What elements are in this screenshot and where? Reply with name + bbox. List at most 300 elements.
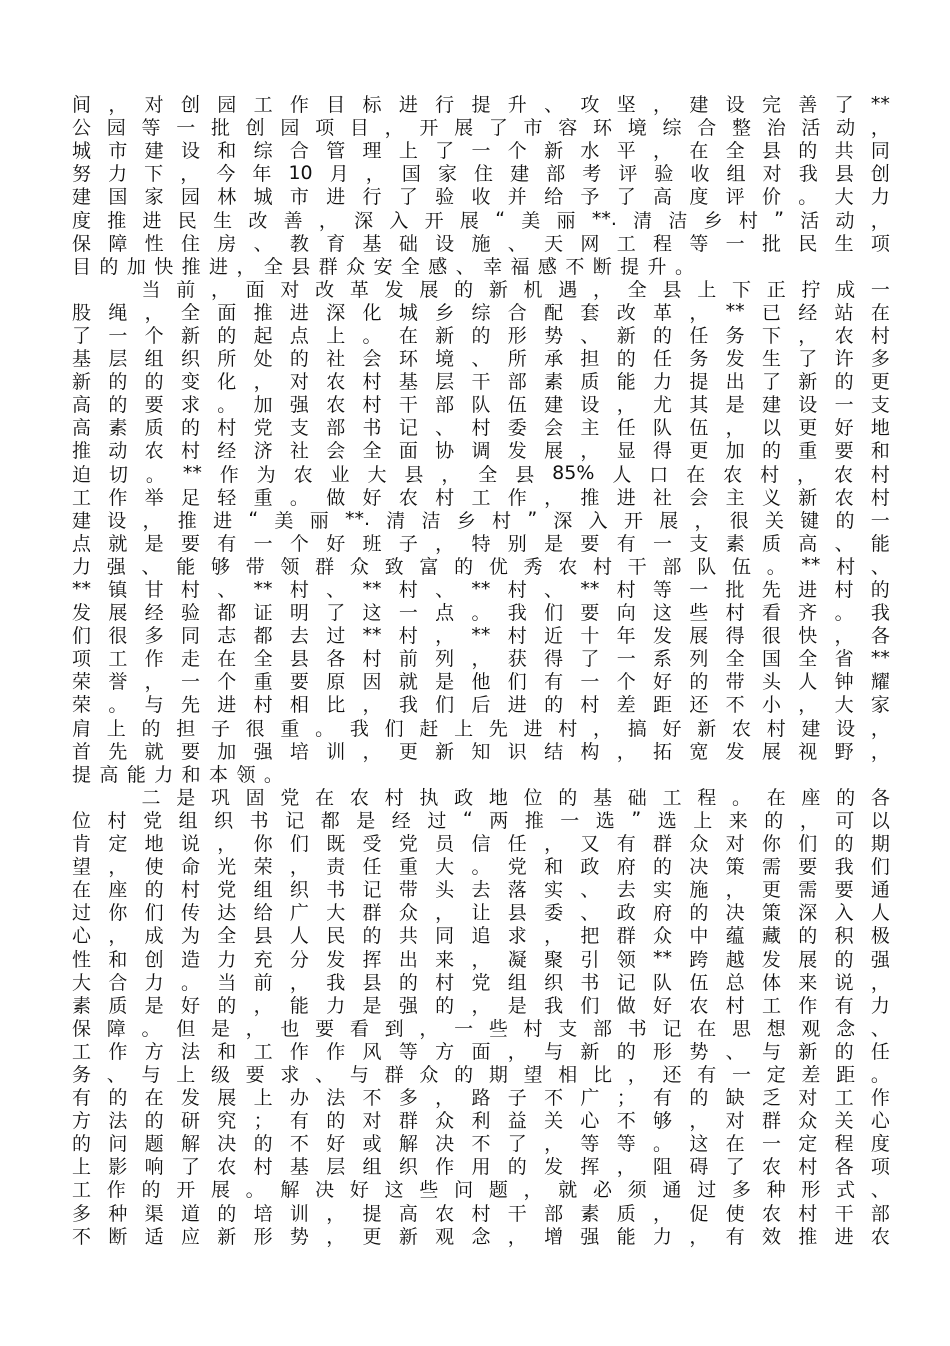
text-glyph: 不 <box>725 694 745 717</box>
text-glyph: 发 <box>72 602 92 625</box>
text-glyph: 。 <box>315 717 335 740</box>
text-glyph: 在 <box>398 324 418 347</box>
text-glyph: 不 <box>362 1087 382 1110</box>
text-glyph: 念 <box>836 1017 856 1040</box>
text-glyph: 更 <box>362 1225 382 1248</box>
text-glyph: 形 <box>253 1225 273 1248</box>
text-glyph: 的 <box>180 417 200 440</box>
text-glyph: 识 <box>507 740 527 763</box>
text-glyph: 需 <box>798 879 818 902</box>
text-glyph: 各 <box>870 625 890 648</box>
text-glyph: 走 <box>180 648 200 671</box>
text-glyph: 宽 <box>689 740 709 763</box>
text-glyph: 迫 <box>72 463 92 486</box>
text-glyph: 位 <box>523 786 543 809</box>
text-glyph: 展 <box>459 209 479 232</box>
text-glyph: 一 <box>761 1133 781 1156</box>
text-glyph: 进 <box>326 186 346 209</box>
text-line <box>72 438 890 461</box>
text-glyph: 的 <box>217 1202 237 1225</box>
text-glyph: 众 <box>346 255 366 278</box>
text-glyph: 的 <box>689 671 709 694</box>
text-glyph: 农 <box>870 1225 890 1248</box>
text-glyph: 入 <box>389 209 409 232</box>
text-glyph: 的 <box>141 717 161 740</box>
text-glyph: 们 <box>798 833 818 856</box>
text-glyph: 上 <box>693 809 713 832</box>
text-glyph: ， <box>507 1225 527 1248</box>
text-glyph: 选 <box>595 809 615 832</box>
text-glyph: 政 <box>616 902 636 925</box>
text-glyph: 在 <box>217 648 237 671</box>
text-glyph: 坚 <box>616 94 636 117</box>
text-glyph: 益 <box>507 1110 527 1133</box>
text-glyph: ， <box>593 278 613 301</box>
text-glyph: 施 <box>471 232 491 255</box>
text-glyph: 来 <box>435 948 455 971</box>
text-line <box>72 970 890 993</box>
text-glyph: ” <box>774 208 785 231</box>
text-glyph: 美 <box>274 509 294 532</box>
text-glyph: 们 <box>870 856 890 879</box>
text-glyph: 的 <box>798 925 818 948</box>
text-glyph: 也 <box>280 1017 300 1040</box>
text-glyph: 极 <box>870 925 890 948</box>
text-glyph: 素 <box>580 1202 600 1225</box>
text-glyph: 验 <box>435 186 455 209</box>
text-glyph: ** <box>801 554 821 577</box>
text-glyph: ， <box>441 463 461 486</box>
text-glyph: 先 <box>108 740 128 763</box>
text-glyph: 。 <box>108 694 128 717</box>
text-glyph: 一 <box>454 1017 474 1040</box>
text-glyph: 支 <box>289 417 309 440</box>
text-glyph: ， <box>471 648 491 671</box>
text-glyph: 心 <box>72 925 92 948</box>
text-glyph: “ <box>462 808 473 831</box>
text-glyph: 通 <box>662 1179 682 1202</box>
text-glyph: 。 <box>217 394 237 417</box>
text-glyph: ** <box>725 300 745 323</box>
text-glyph: 生 <box>213 209 233 232</box>
text-glyph: 育 <box>326 232 346 255</box>
text-glyph: 洁 <box>421 509 441 532</box>
text-glyph: 清 <box>386 509 406 532</box>
text-glyph: 荣 <box>72 694 92 717</box>
text-glyph: ， <box>797 463 817 486</box>
text-glyph: 地 <box>144 833 164 856</box>
text-glyph: **. <box>591 208 617 231</box>
text-glyph: 列 <box>435 648 455 671</box>
text-glyph: 式 <box>836 1179 856 1202</box>
text-line <box>72 115 890 138</box>
text-glyph: 务 <box>725 324 745 347</box>
text-glyph: 处 <box>253 348 273 371</box>
text-glyph: 支 <box>558 1017 578 1040</box>
text-glyph: 保 <box>72 232 92 255</box>
text-glyph: 任 <box>616 417 636 440</box>
text-glyph: 充 <box>253 948 273 971</box>
text-glyph: 做 <box>616 994 636 1017</box>
text-glyph: 安 <box>373 255 393 278</box>
text-line <box>72 1154 890 1177</box>
text-glyph: 等 <box>616 1133 636 1156</box>
text-glyph: 一 <box>731 1063 751 1086</box>
text-glyph: 你 <box>253 833 273 856</box>
text-glyph: 就 <box>108 532 128 555</box>
text-glyph: 年 <box>252 163 272 186</box>
text-glyph: 群 <box>761 1110 781 1133</box>
text-glyph: 、 <box>544 579 564 602</box>
text-glyph: 新 <box>217 1225 237 1248</box>
text-glyph: 二 <box>141 786 161 809</box>
text-glyph: 等 <box>141 117 161 140</box>
text-glyph: 全 <box>627 278 647 301</box>
text-glyph: 等 <box>580 1133 600 1156</box>
text-glyph: 去 <box>616 879 636 902</box>
text-line <box>72 716 890 739</box>
text-glyph: 在 <box>697 1017 717 1040</box>
text-glyph: 能 <box>289 994 309 1017</box>
text-glyph: 进 <box>523 717 543 740</box>
text-glyph: 农 <box>689 994 709 1017</box>
text-glyph: 一 <box>653 532 673 555</box>
text-glyph: 达 <box>217 902 237 925</box>
text-glyph: 织 <box>214 809 234 832</box>
text-glyph: 发 <box>544 1156 564 1179</box>
text-glyph: 好 <box>349 1179 369 1202</box>
text-glyph: 的 <box>834 1040 854 1063</box>
text-glyph: 相 <box>289 694 309 717</box>
text-glyph: 光 <box>217 856 237 879</box>
text-glyph: 高 <box>72 394 92 417</box>
text-glyph: 上 <box>253 1087 273 1110</box>
text-glyph: 多 <box>870 348 890 371</box>
text-glyph: 办 <box>289 1087 309 1110</box>
text-glyph: 进 <box>142 209 162 232</box>
text-glyph: 但 <box>176 1017 196 1040</box>
text-glyph: 的 <box>616 1040 636 1063</box>
text-glyph: 又 <box>580 833 600 856</box>
text-glyph: ， <box>435 532 455 555</box>
text-glyph: 中 <box>689 925 709 948</box>
text-glyph: 上 <box>326 324 346 347</box>
text-glyph: 、 <box>580 902 600 925</box>
text-glyph: 批 <box>761 232 781 255</box>
text-glyph: 培 <box>289 740 309 763</box>
text-glyph: 党 <box>280 786 300 809</box>
text-line <box>72 1085 890 1108</box>
text-glyph: 个 <box>144 324 164 347</box>
text-glyph: 公 <box>72 117 92 140</box>
text-glyph: 势 <box>544 324 564 347</box>
text-glyph: 过 <box>427 809 447 832</box>
text-glyph: 境 <box>435 348 455 371</box>
text-glyph: 是 <box>176 786 196 809</box>
text-glyph: 化 <box>217 371 237 394</box>
text-glyph: 解 <box>280 1179 300 1202</box>
text-glyph: 村 <box>180 579 200 602</box>
text-glyph: 其 <box>689 394 709 417</box>
text-glyph: 建 <box>544 394 564 417</box>
text-glyph: 、 <box>834 532 854 555</box>
text-glyph: 训 <box>289 1202 309 1225</box>
text-glyph: 业 <box>330 463 350 486</box>
text-glyph: 和 <box>108 948 128 971</box>
text-glyph: 全 <box>217 925 237 948</box>
text-glyph: 断 <box>592 255 612 278</box>
text-glyph: 、 <box>870 555 890 578</box>
text-glyph: 伍 <box>689 417 709 440</box>
text-glyph: 的 <box>653 856 673 879</box>
text-glyph: 素 <box>108 417 128 440</box>
text-glyph: 来 <box>798 971 818 994</box>
text-glyph: 书 <box>326 879 346 902</box>
text-glyph: 目 <box>349 117 369 140</box>
text-glyph: 的 <box>289 348 309 371</box>
text-glyph: 发 <box>507 440 527 463</box>
text-glyph: 促 <box>689 1202 709 1225</box>
text-glyph: 行 <box>362 186 382 209</box>
text-glyph: 我 <box>544 994 564 1017</box>
text-glyph: 正 <box>766 278 786 301</box>
text-glyph: 当 <box>141 278 161 301</box>
text-glyph: 赶 <box>419 717 439 740</box>
text-glyph: 形 <box>507 324 527 347</box>
text-glyph: 这 <box>384 1179 404 1202</box>
text-glyph: 理 <box>362 140 382 163</box>
text-glyph: 些 <box>419 1179 439 1202</box>
text-glyph: 我 <box>326 971 346 994</box>
text-glyph: 因 <box>362 671 382 694</box>
text-glyph: 广 <box>580 1087 600 1110</box>
text-glyph: 府 <box>653 902 673 925</box>
text-line <box>72 600 890 623</box>
text-glyph: 这 <box>653 602 673 625</box>
text-glyph: 过 <box>326 625 346 648</box>
text-glyph: ， <box>142 509 162 532</box>
text-glyph: 基 <box>72 348 92 371</box>
text-glyph: 市 <box>523 117 543 140</box>
text-glyph: 村 <box>471 1202 491 1225</box>
text-glyph: 究 <box>217 1110 237 1133</box>
text-glyph: ， <box>471 948 491 971</box>
text-glyph: ， <box>362 740 382 763</box>
text-glyph: 以 <box>870 809 890 832</box>
text-glyph: 增 <box>544 1225 564 1248</box>
text-glyph: 使 <box>144 856 164 879</box>
text-glyph: ， <box>419 1017 439 1040</box>
text-glyph: 要 <box>245 1063 265 1086</box>
text-glyph: 有 <box>616 833 636 856</box>
text-glyph: 更 <box>798 417 818 440</box>
text-glyph: ** <box>653 947 672 970</box>
text-glyph: 干 <box>507 1202 527 1225</box>
text-glyph: 展 <box>454 117 474 140</box>
text-glyph: ， <box>593 717 613 740</box>
text-glyph: 了 <box>488 117 508 140</box>
text-glyph: 优 <box>488 555 508 578</box>
text-glyph: ** <box>870 92 890 115</box>
text-glyph: 方 <box>144 1040 164 1063</box>
text-glyph: 高 <box>72 417 92 440</box>
text-glyph: 水 <box>580 140 600 163</box>
text-glyph: 是 <box>507 994 527 1017</box>
text-glyph: 一 <box>560 809 580 832</box>
text-line <box>72 1016 890 1039</box>
text-glyph: 是 <box>144 532 164 555</box>
text-glyph: 质 <box>144 417 164 440</box>
text-glyph: 和 <box>870 440 890 463</box>
text-glyph: 组 <box>178 809 198 832</box>
text-glyph: 国 <box>108 186 128 209</box>
text-glyph: 国 <box>761 648 781 671</box>
text-line <box>72 785 890 808</box>
text-glyph: 心 <box>580 1110 600 1133</box>
text-glyph: 关 <box>834 1110 854 1133</box>
text-glyph: 验 <box>654 163 674 186</box>
text-glyph: 。 <box>141 1017 161 1040</box>
text-glyph: 我 <box>507 602 527 625</box>
text-glyph: 素 <box>544 371 564 394</box>
text-glyph: 的 <box>653 324 673 347</box>
text-glyph: 住 <box>474 163 494 186</box>
text-glyph: 村 <box>362 394 382 417</box>
text-glyph: 。 <box>766 555 786 578</box>
text-glyph: 乡 <box>703 209 723 232</box>
text-glyph: ” <box>631 808 642 831</box>
text-glyph: ， <box>544 925 564 948</box>
text-glyph: 部 <box>870 1202 890 1225</box>
text-glyph: 经 <box>144 602 164 625</box>
text-glyph: 林 <box>217 186 237 209</box>
text-glyph: 引 <box>580 948 600 971</box>
text-line <box>72 692 890 715</box>
text-glyph: 任 <box>507 833 527 856</box>
text-glyph: 有 <box>834 994 854 1017</box>
text-glyph: 上 <box>176 1063 196 1086</box>
text-glyph: 部 <box>662 555 682 578</box>
text-glyph: 缺 <box>725 1087 745 1110</box>
text-glyph: 村 <box>798 1202 818 1225</box>
text-glyph: 在 <box>766 786 786 809</box>
text-glyph: 望 <box>523 1063 543 1086</box>
text-glyph: 凝 <box>507 948 527 971</box>
text-glyph: 经 <box>391 809 411 832</box>
text-glyph: 们 <box>580 994 600 1017</box>
text-glyph: 面 <box>398 440 418 463</box>
text-glyph: 不 <box>544 1087 564 1110</box>
text-glyph: 都 <box>253 625 273 648</box>
text-glyph: 教 <box>289 232 309 255</box>
text-glyph: 的 <box>454 278 474 301</box>
text-line <box>72 277 890 300</box>
text-glyph: 要 <box>834 440 854 463</box>
text-glyph: 先 <box>180 694 200 717</box>
text-line <box>72 207 890 230</box>
text-glyph: 、 <box>580 324 600 347</box>
text-glyph: ， <box>326 1225 346 1248</box>
text-glyph: 对 <box>362 1110 382 1133</box>
text-glyph: ， <box>180 163 200 186</box>
text-glyph: 度 <box>870 1133 890 1156</box>
text-glyph: 能 <box>616 371 636 394</box>
text-glyph: 工 <box>72 1179 92 1202</box>
text-glyph: 在 <box>686 463 706 486</box>
text-glyph: 村 <box>725 602 745 625</box>
text-glyph: 别 <box>507 532 527 555</box>
text-glyph: 工 <box>253 94 273 117</box>
text-glyph: 的 <box>764 809 784 832</box>
text-glyph: 众 <box>398 902 418 925</box>
text-glyph: ， <box>725 879 745 902</box>
text-glyph: 为 <box>256 463 276 486</box>
text-glyph: 我 <box>349 717 369 740</box>
text-glyph: 济 <box>253 440 273 463</box>
text-glyph: 决 <box>217 1133 237 1156</box>
text-glyph: 管 <box>326 140 346 163</box>
text-glyph: ， <box>689 1225 709 1248</box>
text-glyph: 设 <box>580 394 600 417</box>
text-glyph: 望 <box>72 856 92 879</box>
text-glyph: 群 <box>398 1110 418 1133</box>
text-glyph: 升 <box>647 255 667 278</box>
text-glyph: 市 <box>289 186 309 209</box>
text-glyph: 形 <box>801 1179 821 1202</box>
text-glyph: 研 <box>180 1110 200 1133</box>
text-glyph: 所 <box>507 348 527 371</box>
text-glyph: 带 <box>245 555 265 578</box>
text-glyph: 、 <box>141 555 161 578</box>
text-glyph: 大 <box>834 694 854 717</box>
text-glyph: 民 <box>326 925 346 948</box>
text-glyph: 向 <box>616 602 636 625</box>
text-glyph: 力 <box>154 763 174 786</box>
text-glyph: 推 <box>253 301 273 324</box>
text-glyph: 与 <box>544 1040 564 1063</box>
text-glyph: 共 <box>834 140 854 163</box>
text-glyph: 相 <box>558 1063 578 1086</box>
text-glyph: 。 <box>362 324 382 347</box>
text-glyph: 挥 <box>580 1156 600 1179</box>
text-glyph: 钟 <box>834 671 854 694</box>
text-glyph: 全 <box>400 255 420 278</box>
text-glyph: 发 <box>180 1087 200 1110</box>
text-glyph: 新 <box>697 717 717 740</box>
text-glyph: 务 <box>72 1063 92 1086</box>
text-glyph: 的 <box>141 1179 161 1202</box>
text-glyph: 政 <box>454 786 474 809</box>
text-glyph: 新 <box>435 324 455 347</box>
text-glyph: 的 <box>471 324 491 347</box>
text-glyph: 是 <box>144 994 164 1017</box>
text-glyph: 期 <box>488 1063 508 1086</box>
text-glyph: 市 <box>108 140 128 163</box>
text-glyph: 个 <box>616 671 636 694</box>
text-glyph: 强 <box>253 740 273 763</box>
text-glyph: 比 <box>326 694 346 717</box>
text-line <box>72 808 890 831</box>
text-glyph: 键 <box>800 509 820 532</box>
text-glyph: 础 <box>398 232 418 255</box>
text-glyph: 农 <box>349 786 369 809</box>
text-glyph: 藏 <box>761 925 781 948</box>
text-glyph: 承 <box>544 348 564 371</box>
text-glyph: 你 <box>108 902 128 925</box>
text-glyph: 设 <box>180 140 200 163</box>
text-glyph: 质 <box>580 371 600 394</box>
text-glyph: 责 <box>326 856 346 879</box>
